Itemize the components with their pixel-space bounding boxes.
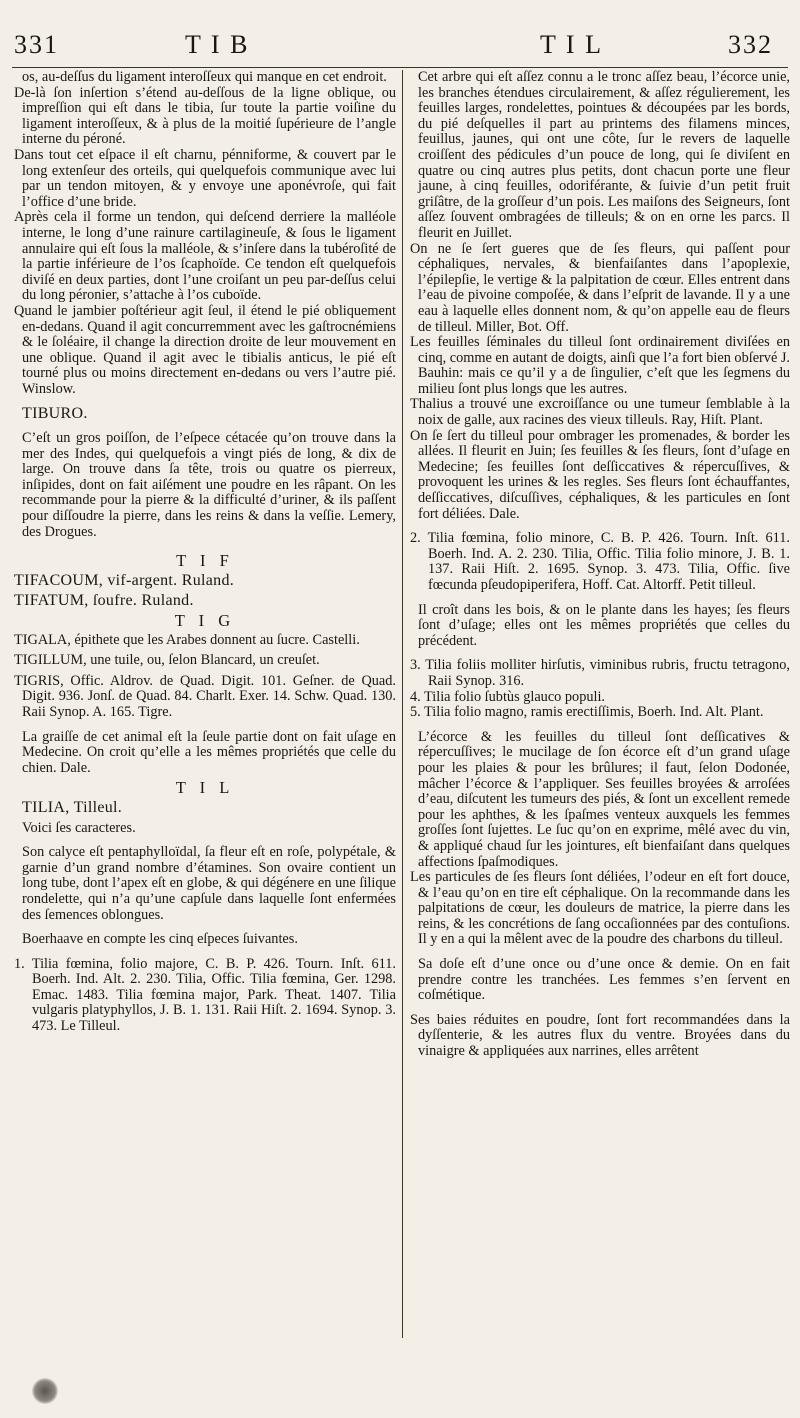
paragraph: De-là ſon inſertion s’étend au-deſſous de la ligne oblique, ou impreſſion qui eſt dans le tibia, ſur toute la partie voiſine du ligament interoſſeux, & à plus de la moitié ſupérieure de l’angle interne du péroné. (14, 84, 396, 148)
entry-heading-tiburo: TIBURO. (22, 405, 88, 423)
ink-blot (32, 1378, 58, 1404)
section-heading-tig: T I G (174, 611, 236, 630)
right-column (410, 70, 790, 1060)
entry-tigala: TIGALA, épithete que les Arabes donnent au ſucre. Castelli. (14, 631, 360, 648)
left-page-number: 331 (14, 30, 59, 59)
paragraph: La graiſſe de cet animal eſt la ſeule partie dont on fait uſage en Medecine. On croit qu’elle a les mêmes propriétés que celle du chien. Dale. (22, 728, 396, 776)
entry-tigillum: TIGILLUM, une tuile, ou, ſelon Blancard, un creuſet. (14, 652, 320, 669)
species-item: 3. Tilia foliis molliter hirſutis, viminibus rubris, fructu tetragono, Raii Synop. 316. (410, 657, 790, 689)
paragraph: Quand le jambier poſtérieur agit ſeul, il étend le pié obliquement en-dedans. Quand il agit concurremment avec les gaſtrocnémiens & le ſoléaire, il change la direction droite de leur mouvement en une oblique. Quand il agit avec le tibialis anticus, le pié eſt tourné plus ou moins directement en-dedans ou vers l’autre pié. Winslow. (14, 302, 396, 397)
paragraph: Les particules de ſes fleurs ſont déliées, l’odeur en eſt fort douce, & l’eau qu’on en tire eſt céphalique. On la recommande dans les palpitations de cœur, les douleurs de matrice, la pierre dans les reins, & les concrétions de ſang occaſionnées par des contuſions. Il y en a qui la mêlent avec de la poudre des charbons du tilleul. (410, 869, 790, 948)
page-header (0, 30, 800, 66)
paragraph: On ne ſe ſert gueres que de ſes fleurs, qui paſſent pour céphaliques, nervales, & bienfaiſantes dans l’apoplexie, l’épilepſie, le vertige & la palpitation de cœur. Elles entrent dans l’eau de pivoine compoſée, & dans l’eſprit de lavande. Il y a une eau à laquelle elles donnent nom, & qu’on appelle eau de fleurs de tilleul. Miller, Bot. Off. (410, 240, 790, 335)
section-heading-til: T I L (175, 778, 235, 798)
section-heading-tif: T I F (176, 551, 234, 571)
left-running-head: T I B (185, 30, 250, 59)
paragraph: Voici ſes caracteres. (22, 819, 136, 836)
header-rule (12, 67, 788, 68)
paragraph: Dans tout cet eſpace il eſt charnu, pénniforme, & couvert par le long extenſeur des orteils, qui quelquefois communique avec lui par un tendon mitoyen, & y envoye une aponévroſe, qui fait l’office d’une bride. (14, 146, 396, 210)
paragraph: Sa doſe eſt d’une once ou d’une once & demie. On en fait prendre contre les tranchées. Les femmes s’en ſervent en coſmétique. (418, 956, 790, 1004)
paragraph: Il croît dans les bois, & on le plante dans les hayes; ſes fleurs ſont d’uſage; elles ont les mêmes propriétés que celles du précédent. (418, 601, 790, 649)
paragraph: Après cela il forme un tendon, qui deſcend derriere la malléole interne, le long d’une rainure cartilagineuſe, & ſous le ligament annulaire qui eſt ſous la malléole, & s’inſere dans la tubéroſité de la partie inférieure de l’os ſcaphoïde. Ce tendon eſt quelquefois diviſé en deux parties, dont l’une croiſant un peu par-deſſus celui du long péronier, s’attache à l’os cuboïde. (14, 209, 396, 304)
entry-heading-tilia: TILIA, Tilleul. (22, 798, 123, 816)
paragraph: L’écorce & les feuilles du tilleul ſont deſſicatives & répercuſſives; le mucilage de ſon écorce eſt d’un grand uſage pour les plaies & pour les brûlures; il faut, ſelon Dodonée, mâcher l’écorce & l’appliquer. Ses feuilles broyées & arroſées d’eau, diſcutent les tumeurs des piés, & ſont un excellent remede pour les aphthes, & les ſpaſmes venteux auxquels les femmes groſſes ſont ſujettes. Le ſuc qu’on en exprime, mêlé avec du vin, & appliqué chaud ſur les jointures, eſt bienfaiſant dans quelques affections ſpaſmodiques. (418, 728, 790, 870)
entry-tifatum: TIFATUM, ſoufre. Ruland. (14, 592, 194, 610)
paragraph: Boerhaave en compte les cinq eſpeces ſuivantes. (22, 931, 298, 948)
paragraph: C’eſt un gros poiſſon, de l’eſpece cétacée qu’on trouve dans la mer des Indes, qui quelquefois a vingt piés de long, & dix de large. On trouve dans ſa tête, trois ou quatre os pierreux, inſipides, dont on fait aiſément une poudre en les râpant. On les recommande pour la pierre & la difficulté d’uriner, & ils paſſent pour diſſoudre la pierre, dans les reins & dans la veſſie. Lemery, des Drogues. (22, 430, 396, 540)
species-item: 5. Tilia folio magno, ramis erectiſſimis, Boerh. Ind. Alt. Plant. (410, 704, 764, 721)
paragraph: Cet arbre qui eſt aſſez connu a le tronc aſſez beau, l’écorce unie, les branches étendues circulairement, & aſſez régulierement, les feuilles larges, rondelettes, pointues & découpées par les bords, du pié deſquelles il part au printems des filamens minces, feuillus, jaunes, qui ont une côte, ſur le revers de laquelle croiſſent des pédicules d’un pouce de long, qui ſe diviſent en quatre ou cinq autres plus petits, dont chacun porte une fleur jaune, à cinq feuilles, odoriférante, & ſuivie d’un petit fruit griſâtre, de la groſſeur d’un pois. Les maiſons des Seigneurs, ſont aſſez ſouvent ombragées de tilleuls; & on en orne les parcs. Il fleurit en Juillet. (418, 69, 790, 241)
right-page-number: 332 (728, 30, 773, 59)
species-item: 2. Tilia fœmina, folio minore, C. B. P. 426. Tourn. Inſt. 611. Boerh. Ind. A. 2. 230. Tilia, Offic. Tilia folio minore, J. B. 1. 137. Raii Hiſt. 2. 1695. Synop. 3. 473. Tilia, Offic. ſive fœcunda pſeudopiperifera, Hoff. Cat. Altorff. Petit tilleul. (410, 530, 790, 593)
species-item: 1. Tilia fœmina, folio majore, C. B. P. 426. Tourn. Inſt. 611. Boerh. Ind. Alt. 2. 230. Tilia, Offic. Tilia fœmina, Ger. 1298. Emac. 1483. Tilia fœmina major, Park. Theat. 1407. Tilia vulgaris platyphyllos, J. B. 1. 131. Raii Hiſt. 2. 1694. Synop. 3. 473. Le Tilleul. (14, 955, 396, 1035)
entry-tifacoum: TIFACOUM, vif-argent. Ruland. (14, 571, 235, 589)
right-running-head: T I L (540, 30, 603, 59)
species-item: 4. Tilia folio ſubtùs glauco populi. (410, 688, 606, 705)
paragraph: Ses baies réduites en poudre, ſont fort recommandées dans la dyſſenterie, & les autres flux du ventre. Broyées dans du vinaigre & appliquées aux narrines, elles arrêtent (410, 1011, 790, 1060)
paragraph: Son calyce eſt pentaphylloïdal, ſa fleur eſt en roſe, polypétale, & garnie d’un grand nombre d’étamines. Son ovaire contient un long tube, dont l’apex eſt en globe, & qui dégénere en une ſilique rondelette, qui n’a qu’une capſule dans laquelle ſont enfermées des ſemences oblongues. (22, 844, 396, 923)
left-column (14, 70, 396, 1035)
paragraph: os, au-deſſus du ligament interoſſeux qui manque en cet endroit. (22, 69, 387, 85)
paragraph: Thalius a trouvé une excroiſſance ou une tumeur ſemblable à la noix de galle, aux racines des vieux tilleuls. Ray, Hiſt. Plant. (410, 396, 790, 429)
entry-tigris: TIGRIS, Offic. Aldrov. de Quad. Digit. 101. Geſner. de Quad. Digit. 936. Jonſ. de Quad. 84. Charlt. Exer. 14. Schw. Quad. 130. Raii Synop. A. 165. Tigre. (14, 672, 396, 720)
paragraph: On ſe ſert du tilleul pour ombrager les promenades, & border les allées. Il fleurit en Juin; ſes feuilles & ſes fleurs, ſont d’uſage en Medecine; ſes feuilles ſont deſſiccatives & répercuſſives, & provoquent les urines & les regles. Ses fleurs ſont échauffantes, deſſiccatives, diſcuſſives, céphaliques, & les particules en ſont fort déliées. Dale. (410, 427, 790, 522)
paragraph: Les feuilles ſéminales du tilleul ſont ordinairement diviſées en cinq, comme en autant de doigts, ainſi que l’a fort bien obſervé J. Bauhin: mais ce qu’il y a de ſingulier, c’eſt que les ſegmens du milieu ſont plus longs que les autres. (410, 334, 791, 397)
column-divider (402, 70, 403, 1338)
